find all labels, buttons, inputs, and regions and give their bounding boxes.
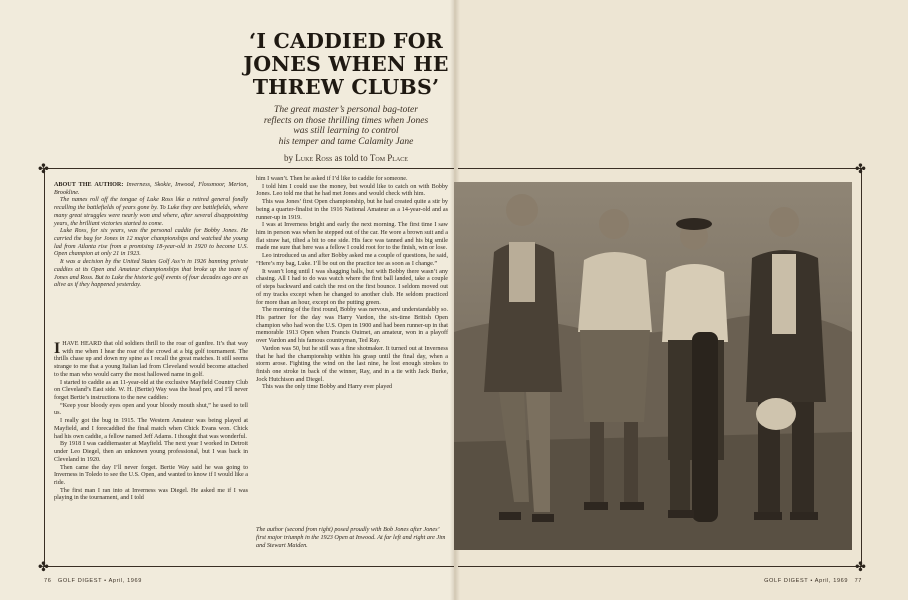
- frame-bottom-rule-right: [458, 566, 862, 567]
- headline-line-2: JONES WHEN HE: [243, 52, 449, 76]
- photo-illustration: [454, 182, 852, 550]
- deck: [240, 105, 452, 147]
- about-label: ABOUT THE AUTHOR:: [54, 182, 124, 188]
- body-paragraph: Then came the day I’ll never forget. Bertie Way said he was going to Inverness in Toledo to see the U.S. Open, and wanted to know if I would like a ride.: [54, 464, 248, 486]
- body-paragraph: The morning of the first round, Bobby was nervous, and understandably so. His partner for the day was Harry Vardon, the six-time British Open champion who had won the U.S. Open in 1900 and had been runner-up in that memorable 1913 Open when Francis Ouimet, an amateur, won in a playoff over Vardon and his famous countryman, Ted Ray.: [256, 307, 448, 345]
- folio-right-text: GOLF DIGEST • April, 1969: [764, 578, 849, 584]
- byline: [240, 153, 452, 163]
- folio-left-text: GOLF DIGEST • April, 1969: [57, 578, 142, 584]
- byline-author: Luke Ross: [295, 153, 333, 163]
- opening-small-caps: HAVE HEARD: [62, 341, 102, 347]
- body-paragraph: This was the only time Bobby and Harry ever played: [262, 384, 393, 391]
- photo-caption: The author (second from right) posed proudly with Bob Jones after Jones’ first major triumph in the 1923 Open at Inwood. At far left and right are Jim and Stewart Maiden.: [256, 526, 446, 549]
- deck-line-4: his temper and tame Calamity Jane: [278, 136, 414, 147]
- body-paragraph: I really got the bug in 1915. The Western Amateur was being played at Mayfield, and I forecaddied the final match when Chick Evans won. Chick had his own caddie, a fellow named Jeff Adams. I thought that was wonderful.: [54, 418, 248, 440]
- about-paragraph: The names roll off the tongue of Luke Ross like a retired general fondly recalling the battlefields of years gone by. To Luke they are battlefields, where many great struggles were nearly won and where, after several disappointing years, the brilliant victories started to come.: [54, 197, 248, 227]
- body-paragraph: This was Jones’ first Open championship, but he had created quite a stir by being a quarter-finalist in the 1916 National Amateur as a 14-year-old and as runner-up in 1919.: [256, 199, 448, 221]
- body-column-middle: [256, 176, 448, 521]
- body-paragraph: Vardon was 50, but he still was a fine shotmaker. It turned out at Inverness that he had the championship within his grasp until the final day, when a storm arose. Fighting the wind on the last nine, he lost enough strokes to finish one stroke in back of the winner, Ray, and in a tie with Jack Burke, Jock Hutchison and Diegel.: [256, 345, 448, 383]
- body-paragraph: him I wasn’t. Then he asked if I’d like to caddie for someone.: [256, 176, 408, 182]
- folio-right: [764, 578, 862, 584]
- photo-golfers: [454, 182, 852, 550]
- drop-cap: I: [54, 340, 61, 357]
- body-paragraph: I started to caddie as an 11-year-old at the exclusive Mayfield Country Club on Cleveland’s East side. W. H. (Bertie) Way was the head pro, and I’ll never forget Bertie’s instructions to the new caddies:: [54, 379, 248, 402]
- about-lead: [54, 182, 248, 197]
- body-paragraph: It wasn’t long until I was shagging balls, but with Bobby there wasn’t any chasing. All I had to do was watch where the first ball landed, take a couple of steps backward and catch the rest on the first bounce. I seldom moved out of my tracks except when he changed to another club. He seldom practiced for more than an hour, except on the putting green.: [256, 268, 448, 306]
- about-paragraph: It was a decision by the United States Golf Ass’n in 1926 banning private caddies at its Open and Amateur championships that broke up the team of Jones and Ross. But to Luke the historic golf events of four decades ago are as alive as if they happened yesterday.: [54, 259, 248, 289]
- corner-ornament-icon: ✤: [38, 559, 49, 574]
- body-paragraph: I was at Inverness bright and early the next morning. The first time I saw him in person was when he stepped out of the car. He wore a brown suit and a flat straw hat, tilted a bit to one side. His face was tanned and his big smile made me sure that here was a fellow I could root for to the finish, win or lose.: [256, 222, 448, 252]
- frame-right-rule: [861, 168, 862, 566]
- page-number-right: 77: [854, 578, 862, 584]
- body-paragraph: Leo introduced us and after Bobby asked me a couple of questions, he said, “Here’s my bag, Luke. I’ll be out on the practice tee as soon as I change.”: [256, 253, 448, 267]
- about-places: Inverness, Skokie, Inwood, Flossmoor, Merion, Brookline.: [54, 182, 248, 196]
- corner-ornament-icon: ✤: [38, 161, 49, 176]
- body-paragraph: “Keep your bloody eyes open and your bloody mouth shut,” he used to tell us.: [54, 402, 248, 417]
- frame-top-rule-right: [458, 168, 862, 169]
- body-paragraph: By 1918 I was caddiemaster at Mayfield. The next year I worked in Detroit under Leo Diegel, then an unknown young professional, but I was back in Cleveland in 1920.: [54, 441, 248, 463]
- body-column-left: [54, 341, 248, 556]
- frame-bottom-rule-left: [44, 566, 454, 567]
- headline: [240, 30, 452, 99]
- frame-left-rule: [44, 168, 45, 566]
- frame-top-rule-left: [44, 168, 454, 169]
- corner-ornament-icon: ✤: [855, 161, 866, 176]
- byline-teller: Tom Place: [369, 153, 408, 163]
- title-block: [240, 30, 452, 163]
- about-the-author: [54, 182, 248, 328]
- about-paragraph: Luke Ross, for six years, was the personal caddie for Bobby Jones. He carried the bag for Jones in 12 major championships and watched the young lad from Atlanta rise from a promising 18-year-old in 1920 to become U.S. Open champion at only 21 in 1923.: [54, 228, 248, 258]
- headline-line-3: THREW CLUBS’: [252, 75, 440, 99]
- body-paragraph: The first man I ran into at Inverness was Diegel. He asked me if I was playing in the tournament, and I told: [54, 487, 248, 502]
- opening-paragraph: [54, 341, 248, 380]
- deck-line-1: The great master’s personal bag-toter: [274, 105, 418, 115]
- deck-line-3: was still learning to control: [293, 126, 399, 136]
- folio-left: [44, 578, 142, 584]
- headline-line-1: ‘I CADDIED FOR: [248, 29, 444, 53]
- opening-text: that old soldiers thrill to the roar of gunfire. It’s that way with me when I hear the roar of the crowd at a big golf tournament. The thrills chase up and down my spine as I recall the great matches. It still seems strange to me that a young Italian lad from Cleveland would become attached to the man who would carry the most hallowed name in golf.: [54, 341, 248, 378]
- deck-line-2: reflects on those thrilling times when Jones: [263, 115, 429, 126]
- page-number-left: 76: [44, 578, 52, 584]
- body-paragraph: I told him I could use the money, but would like to catch on with Bobby Jones. Leo told me that he had met Jones and would check with him.: [256, 183, 448, 198]
- corner-ornament-icon: ✤: [855, 559, 866, 574]
- byline-by: by: [284, 153, 294, 163]
- byline-as-told-to: as told to: [334, 153, 368, 163]
